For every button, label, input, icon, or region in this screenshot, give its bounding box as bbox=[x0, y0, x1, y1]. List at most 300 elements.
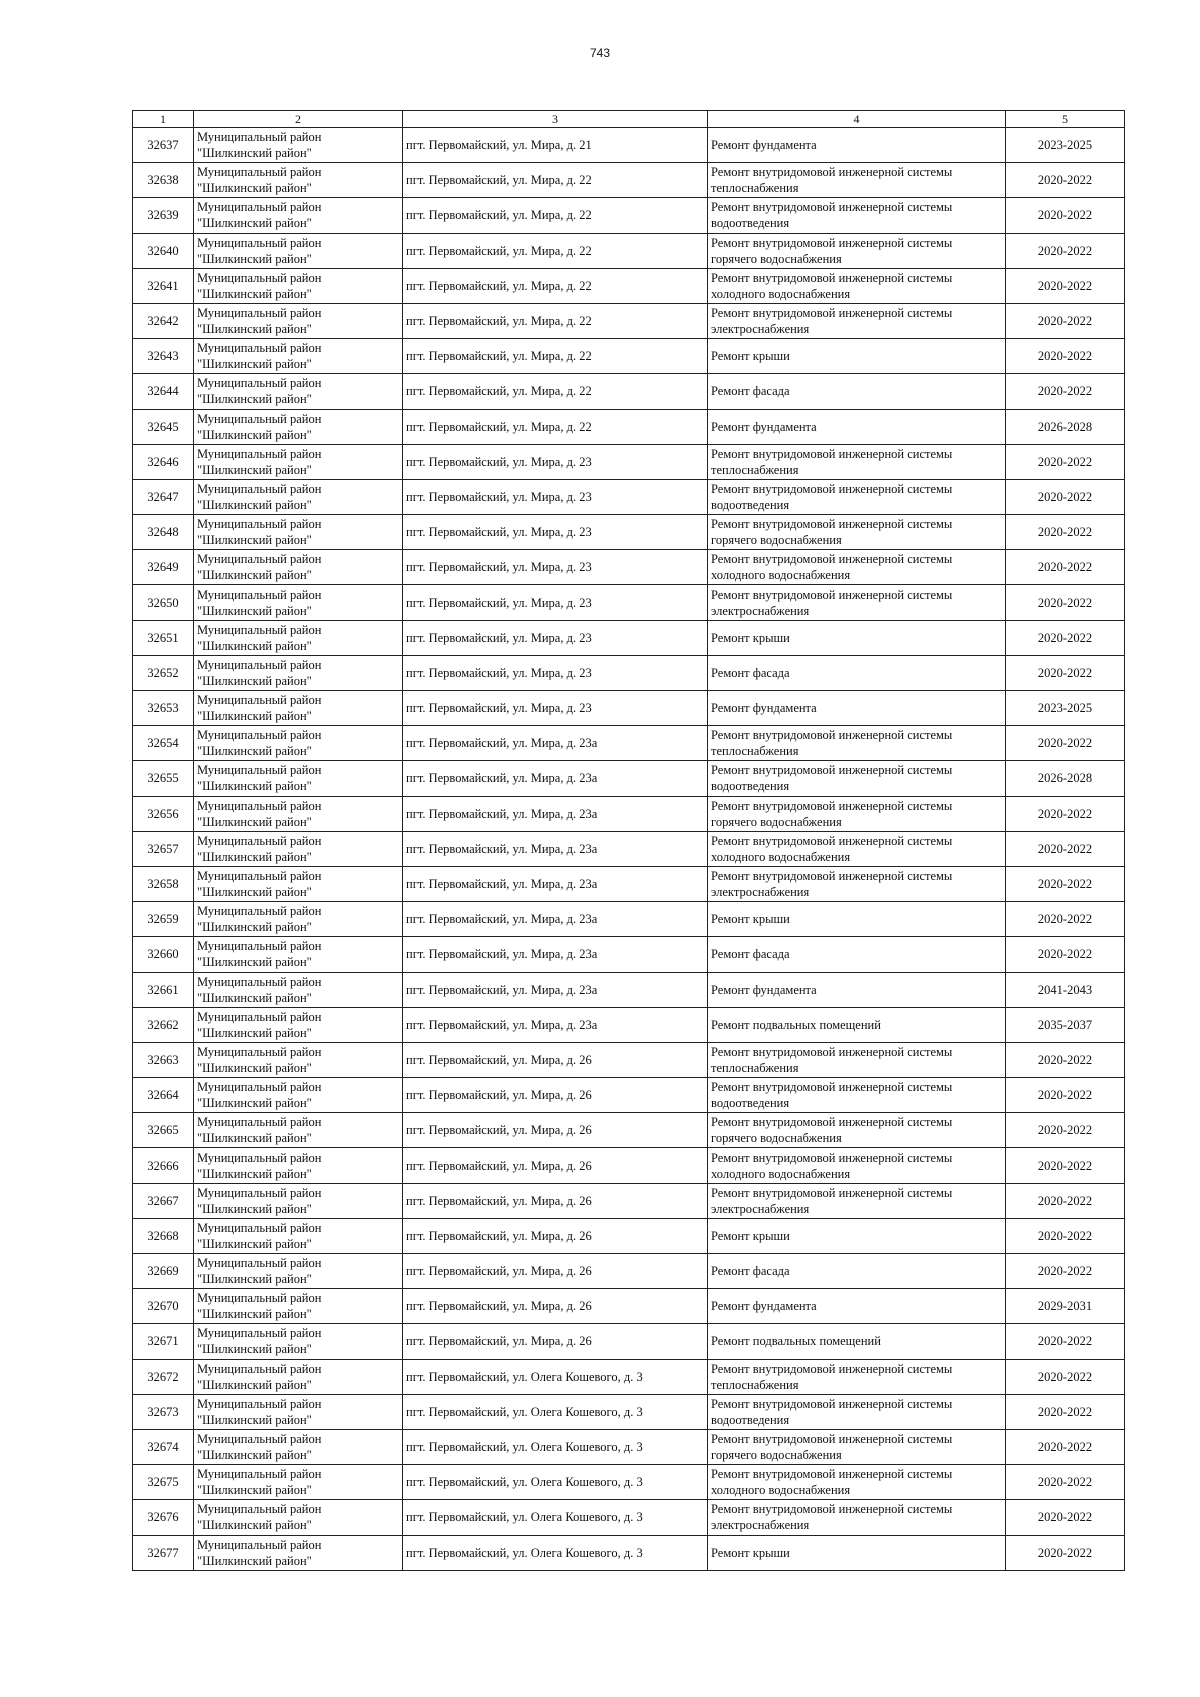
table-row bbox=[133, 1042, 1125, 1077]
table-row bbox=[133, 902, 1125, 937]
cell-work-type-text: горячего водоснабжения bbox=[711, 814, 842, 829]
cell-work-type bbox=[708, 1007, 1006, 1042]
table-row bbox=[133, 515, 1125, 550]
cell-period-text: 2020-2022 bbox=[1037, 489, 1093, 504]
cell-period-text: 2020-2022 bbox=[1037, 665, 1093, 680]
cell-work-type-text: холодного водоснабжения bbox=[711, 286, 851, 301]
table-body bbox=[133, 128, 1125, 1571]
cell-municipality bbox=[194, 620, 403, 655]
cell-municipality-text: Муниципальный район bbox=[197, 763, 322, 778]
cell-address bbox=[403, 691, 708, 726]
cell-work-type-text: Ремонт крыши bbox=[711, 1228, 790, 1243]
cell-number bbox=[133, 796, 194, 831]
cell-municipality-text: "Шилкинский район" bbox=[197, 216, 312, 231]
column-header-5: 5 bbox=[1006, 111, 1125, 128]
cell-work-type-text: Ремонт внутридомовой инженерной системы bbox=[711, 235, 953, 250]
cell-number bbox=[133, 726, 194, 761]
cell-work-type-text: водоотведения bbox=[711, 779, 790, 794]
cell-address bbox=[403, 1078, 708, 1113]
cell-number-text: 32669 bbox=[147, 1264, 179, 1279]
table-row bbox=[133, 726, 1125, 761]
cell-work-type-text: Ремонт фундамента bbox=[711, 419, 817, 434]
table-row bbox=[133, 1394, 1125, 1429]
cell-address bbox=[403, 866, 708, 901]
cell-number-text: 32659 bbox=[147, 912, 179, 927]
cell-address bbox=[403, 1254, 708, 1289]
cell-period bbox=[1006, 585, 1125, 620]
cell-number bbox=[133, 866, 194, 901]
cell-work-type bbox=[708, 1394, 1006, 1429]
cell-work-type-text: Ремонт внутридомовой инженерной системы bbox=[711, 869, 953, 884]
cell-municipality-text: "Шилкинский район" bbox=[197, 1060, 312, 1075]
cell-municipality bbox=[194, 1042, 403, 1077]
cell-work-type-text: Ремонт внутридомовой инженерной системы bbox=[711, 1044, 953, 1059]
cell-number-text: 32657 bbox=[147, 841, 179, 856]
cell-work-type-text: теплоснабжения bbox=[711, 462, 799, 477]
cell-period-text: 2029-2031 bbox=[1037, 1299, 1093, 1314]
cell-municipality-text: "Шилкинский район" bbox=[197, 146, 312, 161]
cell-work-type-text: Ремонт фасада bbox=[711, 665, 790, 680]
cell-work-type-text: Ремонт крыши bbox=[711, 912, 790, 927]
table-row bbox=[133, 1148, 1125, 1183]
cell-address-text: пгт. Первомайский, ул. Мира, д. 23 bbox=[406, 665, 592, 680]
cell-work-type-text: теплоснабжения bbox=[711, 181, 799, 196]
cell-period-text: 2020-2022 bbox=[1037, 877, 1093, 892]
cell-work-type bbox=[708, 620, 1006, 655]
cell-municipality bbox=[194, 1500, 403, 1535]
cell-number-text: 32654 bbox=[147, 736, 179, 751]
cell-municipality bbox=[194, 1183, 403, 1218]
cell-address-text: пгт. Первомайский, ул. Мира, д. 22 bbox=[406, 314, 592, 329]
cell-address-text: пгт. Первомайский, ул. Мира, д. 22 bbox=[406, 173, 592, 188]
cell-number-text: 32677 bbox=[147, 1545, 179, 1560]
cell-work-type-text: Ремонт крыши bbox=[711, 349, 790, 364]
cell-work-type bbox=[708, 726, 1006, 761]
cell-number bbox=[133, 268, 194, 303]
cell-period bbox=[1006, 1078, 1125, 1113]
cell-municipality-text: Муниципальный район bbox=[197, 552, 322, 567]
cell-address-text: пгт. Первомайский, ул. Мира, д. 26 bbox=[406, 1123, 592, 1138]
cell-municipality-text: Муниципальный район bbox=[197, 904, 322, 919]
cell-work-type-text: горячего водоснабжения bbox=[711, 1448, 842, 1463]
cell-period-text: 2026-2028 bbox=[1037, 419, 1093, 434]
cell-work-type bbox=[708, 1218, 1006, 1253]
cell-work-type-text: Ремонт фасада bbox=[711, 1264, 790, 1279]
page-number: 743 bbox=[589, 46, 611, 60]
cell-work-type-text: Ремонт внутридомовой инженерной системы bbox=[711, 1185, 953, 1200]
cell-address-text: пгт. Первомайский, ул. Мира, д. 23 bbox=[406, 560, 592, 575]
cell-number-text: 32644 bbox=[147, 384, 179, 399]
cell-period-text: 2020-2022 bbox=[1037, 1088, 1093, 1103]
cell-work-type-text: Ремонт внутридомовой инженерной системы bbox=[711, 728, 953, 743]
table-row bbox=[133, 374, 1125, 409]
cell-work-type-text: водоотведения bbox=[711, 1096, 790, 1111]
cell-number bbox=[133, 585, 194, 620]
cell-address bbox=[403, 620, 708, 655]
table-row bbox=[133, 339, 1125, 374]
cell-address-text: пгт. Первомайский, ул. Мира, д. 23а bbox=[406, 841, 598, 856]
cell-period-text: 2020-2022 bbox=[1037, 1475, 1093, 1490]
cell-address bbox=[403, 1042, 708, 1077]
cell-municipality bbox=[194, 1113, 403, 1148]
cell-address-text: пгт. Первомайский, ул. Олега Кошевого, д. 3 bbox=[406, 1545, 643, 1560]
cell-period-text: 2035-2037 bbox=[1037, 1017, 1093, 1032]
cell-address bbox=[403, 655, 708, 690]
table-row bbox=[133, 1289, 1125, 1324]
cell-number-text: 32674 bbox=[147, 1440, 179, 1455]
cell-work-type bbox=[708, 1500, 1006, 1535]
cell-municipality bbox=[194, 515, 403, 550]
cell-work-type-text: Ремонт внутридомовой инженерной системы bbox=[711, 165, 953, 180]
cell-municipality-text: Муниципальный район bbox=[197, 130, 322, 145]
cell-number bbox=[133, 1078, 194, 1113]
cell-address-text: пгт. Первомайский, ул. Мира, д. 22 bbox=[406, 208, 592, 223]
cell-number bbox=[133, 550, 194, 585]
register-table bbox=[132, 110, 1125, 1571]
cell-number bbox=[133, 163, 194, 198]
table-row bbox=[133, 409, 1125, 444]
cell-address-text: пгт. Первомайский, ул. Олега Кошевого, д. 3 bbox=[406, 1510, 643, 1525]
cell-work-type bbox=[708, 303, 1006, 338]
cell-municipality-text: "Шилкинский район" bbox=[197, 181, 312, 196]
cell-number bbox=[133, 1500, 194, 1535]
table-row bbox=[133, 198, 1125, 233]
cell-municipality-text: "Шилкинский район" bbox=[197, 1553, 312, 1568]
cell-number-text: 32665 bbox=[147, 1123, 179, 1138]
column-header-2: 2 bbox=[194, 111, 403, 128]
cell-period bbox=[1006, 1254, 1125, 1289]
cell-address bbox=[403, 128, 708, 163]
cell-number bbox=[133, 128, 194, 163]
cell-municipality-text: Муниципальный район bbox=[197, 869, 322, 884]
cell-work-type-text: Ремонт внутридомовой инженерной системы bbox=[711, 1502, 953, 1517]
cell-address-text: пгт. Первомайский, ул. Мира, д. 22 bbox=[406, 278, 592, 293]
cell-period bbox=[1006, 831, 1125, 866]
table-row bbox=[133, 796, 1125, 831]
cell-number bbox=[133, 1359, 194, 1394]
cell-work-type-text: горячего водоснабжения bbox=[711, 1131, 842, 1146]
cell-period-text: 2020-2022 bbox=[1037, 806, 1093, 821]
cell-work-type bbox=[708, 1359, 1006, 1394]
cell-address bbox=[403, 198, 708, 233]
table-row bbox=[133, 1535, 1125, 1570]
cell-address-text: пгт. Первомайский, ул. Мира, д. 23 bbox=[406, 525, 592, 540]
cell-municipality bbox=[194, 1254, 403, 1289]
cell-work-type bbox=[708, 339, 1006, 374]
cell-number-text: 32653 bbox=[147, 701, 179, 716]
cell-work-type-text: Ремонт внутридомовой инженерной системы bbox=[711, 446, 953, 461]
cell-municipality bbox=[194, 655, 403, 690]
cell-address bbox=[403, 268, 708, 303]
cell-work-type bbox=[708, 1535, 1006, 1570]
cell-municipality-text: "Шилкинский район" bbox=[197, 1201, 312, 1216]
cell-municipality-text: "Шилкинский район" bbox=[197, 533, 312, 548]
table-header bbox=[133, 111, 1125, 128]
cell-municipality bbox=[194, 1289, 403, 1324]
cell-address-text: пгт. Первомайский, ул. Мира, д. 23а bbox=[406, 877, 598, 892]
cell-address-text: пгт. Первомайский, ул. Мира, д. 23а bbox=[406, 947, 598, 962]
cell-work-type bbox=[708, 761, 1006, 796]
cell-address bbox=[403, 1429, 708, 1464]
cell-number bbox=[133, 902, 194, 937]
cell-municipality-text: "Шилкинский район" bbox=[197, 744, 312, 759]
cell-number bbox=[133, 1465, 194, 1500]
cell-number bbox=[133, 937, 194, 972]
cell-work-type bbox=[708, 374, 1006, 409]
cell-number-text: 32645 bbox=[147, 419, 179, 434]
cell-work-type bbox=[708, 233, 1006, 268]
cell-work-type bbox=[708, 550, 1006, 585]
cell-period bbox=[1006, 374, 1125, 409]
cell-period bbox=[1006, 268, 1125, 303]
cell-work-type-text: Ремонт внутридомовой инженерной системы bbox=[711, 763, 953, 778]
cell-work-type-text: Ремонт фундамента bbox=[711, 138, 817, 153]
cell-address-text: пгт. Первомайский, ул. Мира, д. 26 bbox=[406, 1299, 592, 1314]
cell-address-text: пгт. Первомайский, ул. Мира, д. 23а bbox=[406, 736, 598, 751]
cell-work-type-text: холодного водоснабжения bbox=[711, 849, 851, 864]
cell-work-type-text: теплоснабжения bbox=[711, 1377, 799, 1392]
cell-municipality bbox=[194, 1465, 403, 1500]
header-row bbox=[133, 111, 1125, 128]
cell-municipality-text: "Шилкинский район" bbox=[197, 251, 312, 266]
cell-work-type-text: Ремонт внутридомовой инженерной системы bbox=[711, 1361, 953, 1376]
cell-number-text: 32664 bbox=[147, 1088, 179, 1103]
cell-work-type-text: электроснабжения bbox=[711, 1201, 810, 1216]
cell-period bbox=[1006, 1183, 1125, 1218]
cell-number-text: 32646 bbox=[147, 454, 179, 469]
cell-municipality-text: Муниципальный район bbox=[197, 1361, 322, 1376]
cell-municipality bbox=[194, 585, 403, 620]
cell-municipality-text: "Шилкинский район" bbox=[197, 392, 312, 407]
cell-municipality bbox=[194, 198, 403, 233]
cell-work-type bbox=[708, 1042, 1006, 1077]
cell-address-text: пгт. Первомайский, ул. Мира, д. 23 bbox=[406, 454, 592, 469]
cell-period bbox=[1006, 233, 1125, 268]
cell-municipality-text: "Шилкинский район" bbox=[197, 638, 312, 653]
cell-number bbox=[133, 198, 194, 233]
cell-period-text: 2020-2022 bbox=[1037, 841, 1093, 856]
cell-period-text: 2020-2022 bbox=[1037, 630, 1093, 645]
cell-period bbox=[1006, 655, 1125, 690]
cell-municipality-text: Муниципальный район bbox=[197, 446, 322, 461]
cell-address-text: пгт. Первомайский, ул. Олега Кошевого, д. 3 bbox=[406, 1475, 643, 1490]
cell-municipality-text: "Шилкинский район" bbox=[197, 603, 312, 618]
cell-address-text: пгт. Первомайский, ул. Мира, д. 26 bbox=[406, 1334, 592, 1349]
cell-work-type bbox=[708, 937, 1006, 972]
cell-municipality-text: "Шилкинский район" bbox=[197, 814, 312, 829]
cell-period bbox=[1006, 1218, 1125, 1253]
cell-period bbox=[1006, 1394, 1125, 1429]
cell-period bbox=[1006, 1042, 1125, 1077]
cell-number-text: 32661 bbox=[147, 982, 179, 997]
cell-municipality-text: "Шилкинский район" bbox=[197, 1518, 312, 1533]
table-row bbox=[133, 1254, 1125, 1289]
cell-period-text: 2020-2022 bbox=[1037, 384, 1093, 399]
cell-work-type-text: водоотведения bbox=[711, 497, 790, 512]
table-row bbox=[133, 1183, 1125, 1218]
table-row bbox=[133, 1500, 1125, 1535]
cell-number bbox=[133, 1429, 194, 1464]
cell-period bbox=[1006, 479, 1125, 514]
cell-work-type bbox=[708, 902, 1006, 937]
cell-municipality-text: "Шилкинский район" bbox=[197, 885, 312, 900]
table-row bbox=[133, 972, 1125, 1007]
cell-municipality-text: "Шилкинский район" bbox=[197, 990, 312, 1005]
cell-municipality-text: "Шилкинский район" bbox=[197, 849, 312, 864]
cell-address bbox=[403, 339, 708, 374]
cell-address-text: пгт. Первомайский, ул. Мира, д. 22 bbox=[406, 243, 592, 258]
cell-number bbox=[133, 761, 194, 796]
cell-work-type-text: теплоснабжения bbox=[711, 1060, 799, 1075]
cell-address-text: пгт. Первомайский, ул. Мира, д. 23 bbox=[406, 630, 592, 645]
cell-number bbox=[133, 233, 194, 268]
cell-address-text: пгт. Первомайский, ул. Мира, д. 26 bbox=[406, 1264, 592, 1279]
cell-number-text: 32643 bbox=[147, 349, 179, 364]
cell-work-type-text: электроснабжения bbox=[711, 1518, 810, 1533]
cell-period-text: 2020-2022 bbox=[1037, 1545, 1093, 1560]
cell-address-text: пгт. Первомайский, ул. Мира, д. 26 bbox=[406, 1052, 592, 1067]
cell-address bbox=[403, 479, 708, 514]
cell-municipality-text: "Шилкинский район" bbox=[197, 673, 312, 688]
cell-work-type bbox=[708, 1289, 1006, 1324]
cell-number-text: 32670 bbox=[147, 1299, 179, 1314]
cell-municipality-text: Муниципальный район bbox=[197, 1009, 322, 1024]
cell-number-text: 32656 bbox=[147, 806, 179, 821]
cell-address bbox=[403, 409, 708, 444]
table-row bbox=[133, 163, 1125, 198]
cell-address bbox=[403, 937, 708, 972]
cell-work-type bbox=[708, 1254, 1006, 1289]
cell-number bbox=[133, 655, 194, 690]
table-row bbox=[133, 691, 1125, 726]
cell-municipality-text: "Шилкинский район" bbox=[197, 1307, 312, 1322]
cell-municipality bbox=[194, 691, 403, 726]
cell-municipality-text: "Шилкинский район" bbox=[197, 1377, 312, 1392]
cell-number-text: 32647 bbox=[147, 489, 179, 504]
cell-number-text: 32648 bbox=[147, 525, 179, 540]
cell-work-type-text: электроснабжения bbox=[711, 322, 810, 337]
cell-municipality bbox=[194, 163, 403, 198]
cell-municipality bbox=[194, 796, 403, 831]
table-row bbox=[133, 831, 1125, 866]
cell-number-text: 32652 bbox=[147, 665, 179, 680]
table-row bbox=[133, 655, 1125, 690]
cell-municipality-text: Муниципальный район bbox=[197, 1502, 322, 1517]
table-row bbox=[133, 268, 1125, 303]
cell-number-text: 32675 bbox=[147, 1475, 179, 1490]
cell-number bbox=[133, 691, 194, 726]
cell-work-type-text: холодного водоснабжения bbox=[711, 1483, 851, 1498]
column-header-3: 3 bbox=[403, 111, 708, 128]
cell-work-type-text: Ремонт внутридомовой инженерной системы bbox=[711, 517, 953, 532]
cell-address bbox=[403, 902, 708, 937]
cell-number-text: 32651 bbox=[147, 630, 179, 645]
cell-work-type bbox=[708, 585, 1006, 620]
cell-municipality-text: "Шилкинский район" bbox=[197, 1483, 312, 1498]
cell-address bbox=[403, 233, 708, 268]
cell-work-type-text: Ремонт фундамента bbox=[711, 701, 817, 716]
table-row bbox=[133, 585, 1125, 620]
cell-number-text: 32666 bbox=[147, 1158, 179, 1173]
table-row bbox=[133, 1429, 1125, 1464]
cell-municipality bbox=[194, 1359, 403, 1394]
cell-address-text: пгт. Первомайский, ул. Мира, д. 26 bbox=[406, 1158, 592, 1173]
cell-period bbox=[1006, 1359, 1125, 1394]
cell-work-type bbox=[708, 163, 1006, 198]
cell-period-text: 2023-2025 bbox=[1037, 701, 1093, 716]
cell-address-text: пгт. Первомайский, ул. Мира, д. 21 bbox=[406, 138, 592, 153]
cell-number bbox=[133, 1148, 194, 1183]
cell-number-text: 32650 bbox=[147, 595, 179, 610]
cell-municipality bbox=[194, 374, 403, 409]
cell-number bbox=[133, 1007, 194, 1042]
cell-municipality-text: Муниципальный район bbox=[197, 1185, 322, 1200]
cell-municipality-text: Муниципальный район bbox=[197, 1115, 322, 1130]
cell-address-text: пгт. Первомайский, ул. Олега Кошевого, д. 3 bbox=[406, 1440, 643, 1455]
cell-period bbox=[1006, 1289, 1125, 1324]
cell-work-type bbox=[708, 198, 1006, 233]
cell-period bbox=[1006, 444, 1125, 479]
cell-period-text: 2020-2022 bbox=[1037, 1510, 1093, 1525]
cell-work-type bbox=[708, 1148, 1006, 1183]
cell-period bbox=[1006, 128, 1125, 163]
cell-address-text: пгт. Первомайский, ул. Мира, д. 22 bbox=[406, 349, 592, 364]
cell-number bbox=[133, 1535, 194, 1570]
cell-municipality-text: Муниципальный район bbox=[197, 974, 322, 989]
cell-work-type-text: горячего водоснабжения bbox=[711, 251, 842, 266]
cell-number bbox=[133, 374, 194, 409]
cell-address bbox=[403, 1148, 708, 1183]
cell-municipality bbox=[194, 1535, 403, 1570]
cell-municipality-text: "Шилкинский район" bbox=[197, 1448, 312, 1463]
cell-municipality bbox=[194, 303, 403, 338]
cell-municipality-text: "Шилкинский район" bbox=[197, 1096, 312, 1111]
cell-work-type bbox=[708, 831, 1006, 866]
cell-period bbox=[1006, 1113, 1125, 1148]
cell-municipality bbox=[194, 444, 403, 479]
table-row bbox=[133, 866, 1125, 901]
cell-period bbox=[1006, 937, 1125, 972]
cell-period-text: 2020-2022 bbox=[1037, 736, 1093, 751]
cell-work-type-text: Ремонт внутридомовой инженерной системы bbox=[711, 481, 953, 496]
cell-period bbox=[1006, 515, 1125, 550]
cell-period-text: 2020-2022 bbox=[1037, 173, 1093, 188]
cell-address bbox=[403, 1113, 708, 1148]
cell-address bbox=[403, 761, 708, 796]
cell-municipality bbox=[194, 1078, 403, 1113]
table-row bbox=[133, 444, 1125, 479]
cell-address-text: пгт. Первомайский, ул. Мира, д. 26 bbox=[406, 1193, 592, 1208]
cell-municipality-text: "Шилкинский район" bbox=[197, 1272, 312, 1287]
cell-address bbox=[403, 1324, 708, 1359]
table-row bbox=[133, 303, 1125, 338]
cell-municipality-text: Муниципальный район bbox=[197, 411, 322, 426]
cell-address bbox=[403, 444, 708, 479]
table-row bbox=[133, 761, 1125, 796]
cell-work-type bbox=[708, 1429, 1006, 1464]
cell-municipality-text: "Шилкинский район" bbox=[197, 286, 312, 301]
cell-address bbox=[403, 1218, 708, 1253]
cell-address-text: пгт. Первомайский, ул. Мира, д. 23а bbox=[406, 806, 598, 821]
cell-period bbox=[1006, 1429, 1125, 1464]
cell-work-type bbox=[708, 128, 1006, 163]
table-row bbox=[133, 233, 1125, 268]
cell-address bbox=[403, 1500, 708, 1535]
cell-work-type-text: теплоснабжения bbox=[711, 744, 799, 759]
cell-work-type bbox=[708, 268, 1006, 303]
cell-work-type-text: Ремонт внутридомовой инженерной системы bbox=[711, 1080, 953, 1095]
cell-municipality-text: "Шилкинский район" bbox=[197, 427, 312, 442]
